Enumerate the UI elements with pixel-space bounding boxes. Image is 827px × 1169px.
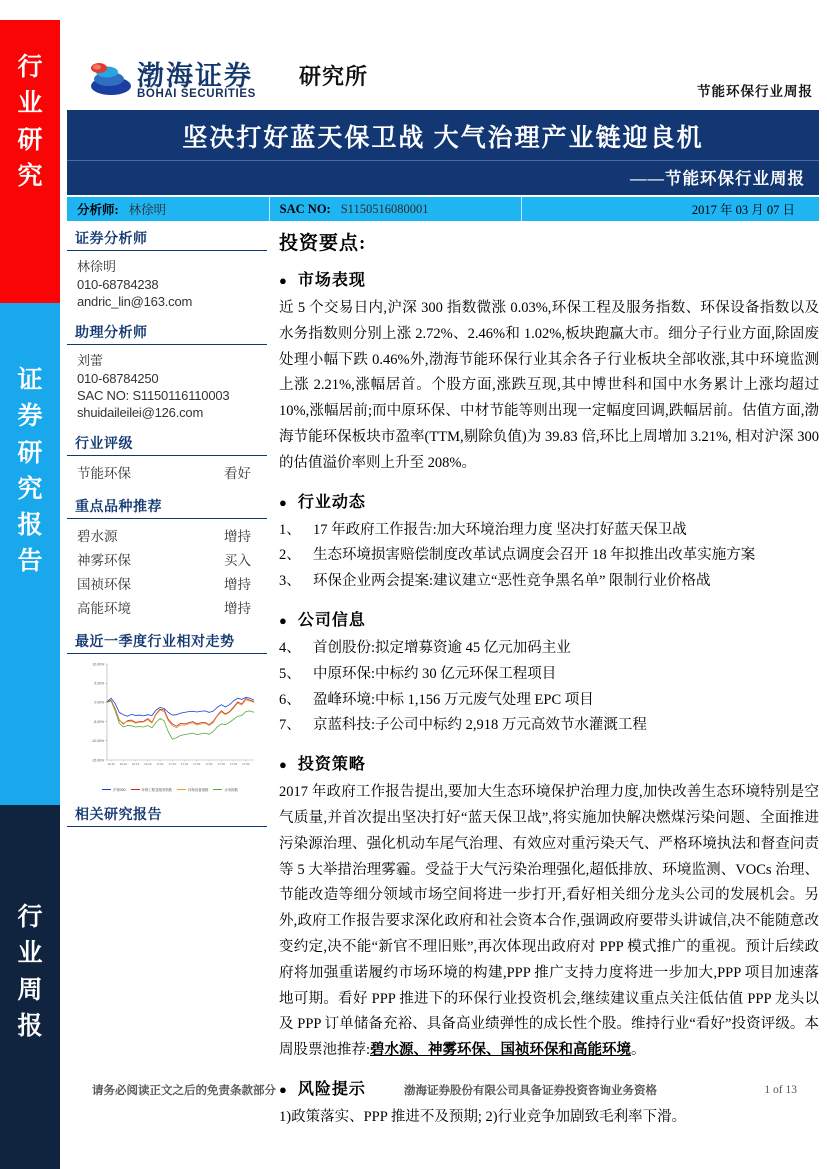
footer-disclaimer: 请务必阅读正文之后的免责条款部分 [92, 1085, 276, 1097]
section-heading-industry-news [279, 489, 819, 512]
strategy-lead-text: 2017 年政府工作报告提出,要加大生态环境保护治理力度,加快改善生态环境特别是空气质量,并首次提出坚决打好“蓝天保卫战”,将实施加快解决燃煤污染问题、全面推进污染源治理、强化机动车尾气治理、有效应对重污染天气、严格环境执法和督查问责等 5 大举措治理雾霾。受益于大气污染治理强化,超低排放、环境监测、VOCs 治理、节能改造等细分领域市场空间将进一步打开,看好相关细分龙头公司的发展机会。另外,政府工作报告要求深化政府和社会资本合作,强调政府要带头讲诚信,决不能随意改变约定,决不能“新官不理旧账”,再次体现出政府对 PPP 模式推广的重视。预计后续政府将加强重诺履约市场环境的构建,PPP 推广支持力度将进一步加大,PPP 项目加速落地可期。看好 PPP 推进下的环保行业投资机会,继续建议重点关注低估值 PPP 龙头以及 PPP 订单储备充裕、具备高业绩弹性的成长性个股。维持行业“看好”投资评级。本周股票池推荐: [279, 784, 819, 1059]
rail-char: 行 [17, 54, 43, 81]
list-item-text: 首创股份:拟定增募资逾 45 亿元加码主业 [313, 639, 571, 656]
list-item [279, 569, 819, 595]
pick-rating: 买入 [224, 553, 251, 568]
chart-plot-area [73, 658, 258, 786]
analyst-name: 林徐明 [77, 259, 117, 274]
pick-name: 神雾环保 [77, 553, 131, 568]
rating-row [67, 460, 267, 484]
svg-text:-5.00%: -5.00% [93, 719, 104, 724]
legend-item [177, 787, 208, 792]
header-report-type: 节能环保行业周报 [697, 84, 813, 99]
svg-text:-10.00%: -10.00% [91, 739, 104, 744]
legend-item [213, 787, 238, 792]
assistant-email: shuidaileilei@126.com [77, 405, 204, 420]
sidebar-heading-analyst: 证券分析师 [75, 232, 148, 247]
sidebar-rule-chart [67, 653, 267, 654]
sidebar-rule-analyst [67, 250, 267, 251]
chart-svg [73, 658, 258, 786]
brand-name-cn: 渤海证券 [137, 61, 253, 91]
section-heading-company-news [279, 607, 819, 630]
legend-swatch [177, 789, 186, 790]
report-title-block [67, 110, 819, 195]
list-item-number: 2、 [279, 547, 301, 564]
chart-series-line [107, 701, 254, 739]
analyst-phone: 010-68784238 [77, 277, 159, 292]
list-item-number: 3、 [279, 573, 301, 590]
list-item [279, 636, 819, 662]
analyst-value: 林徐明 [128, 203, 167, 217]
sidebar [67, 228, 267, 831]
rail-char: 告 [17, 548, 43, 576]
sidebar-section-analyst [67, 228, 267, 310]
section-heading-text: 公司信息 [297, 611, 366, 629]
pick-row [67, 523, 267, 547]
legend-swatch [102, 789, 111, 790]
legend-item [102, 787, 125, 792]
assistant-phone: 010-68784250 [77, 371, 159, 386]
list-item [279, 662, 819, 688]
svg-text:16-12: 16-12 [144, 762, 152, 767]
svg-text:17-01: 17-01 [180, 762, 189, 767]
bullet-icon: ● [279, 757, 288, 773]
sac-value: S1150516080001 [340, 201, 429, 216]
pick-name: 高能环境 [77, 601, 131, 616]
legend-label: 水务指数 [224, 788, 238, 792]
sidebar-section-chart [67, 631, 267, 792]
list-item-number: 6、 [279, 691, 301, 708]
pick-rating: 增持 [224, 601, 251, 616]
list-item [279, 518, 819, 544]
page-subtitle: ——节能环保行业周报 [630, 169, 805, 188]
chart-series-line [107, 697, 254, 716]
list-item-text: 环保企业两会提案:建议建立“恶性竞争黑名单” 限制行业价格战 [313, 573, 711, 590]
legend-label: 环保设备指数 [188, 788, 209, 792]
sidebar-heading-assistant: 助理分析师 [75, 326, 148, 341]
pick-row [67, 595, 267, 619]
legend-label: 沪深300 [113, 788, 126, 792]
sidebar-rule-picks [67, 518, 267, 519]
rail-text-industry-research [17, 50, 42, 195]
sidebar-heading-rating: 行业评级 [75, 437, 133, 452]
rail-char: 研 [17, 439, 43, 467]
section-heading-text: 行业动态 [297, 493, 366, 511]
svg-text:17-01: 17-01 [205, 762, 213, 767]
left-color-rail [0, 0, 60, 1169]
pick-name: 国祯环保 [77, 577, 131, 592]
meta-divider-2 [521, 197, 522, 221]
list-item [279, 713, 819, 739]
sidebar-section-picks [67, 496, 267, 619]
svg-text:16-12: 16-12 [131, 762, 140, 767]
svg-text:16-12: 16-12 [119, 762, 128, 767]
list-item-number: 7、 [279, 717, 301, 734]
list-item-text: 中原环保:中标约 30 亿元环保工程项目 [313, 665, 557, 682]
market-performance-paragraph: 近 5 个交易日内,沪深 300 指数微涨 0.03%,环保工程及服务指数、环保设备指数以及水务指数则分别上涨 2.72%、2.46%和 1.02%,板块跑赢大市。细分子行业方面,除固废处理小幅下跌 0.46%外,渤海节能环保行业其余各子行业板块全部收涨,其中环境监测上涨 2.21%,涨幅居首。个股方面,涨跌互现,其中博世科和国中水务累计上涨均超过 10%,涨幅居前;而中原环保、中材节能等则出现一定幅度回调,跌幅居前。估值方面,渤海节能环保板块市盈率(TTM,剔除负值)为 39.83 倍,环比上周增加 3.21%, 相对沪深 300 的估值溢价率则上升至 208%。 [279, 300, 819, 471]
footer-qualification: 渤海证券股份有限公司具备证券投资咨询业务资格 [404, 1085, 657, 1097]
spacer-2 [67, 421, 267, 433]
list-item [279, 543, 819, 569]
recommended-stocks: 碧水源、神雾环保、国祯环保和高能环境 [370, 1042, 632, 1059]
rail-char: 究 [17, 162, 43, 190]
sidebar-rule-rating [67, 455, 267, 456]
svg-text:0.00%: 0.00% [94, 700, 104, 705]
svg-text:10.00%: 10.00% [92, 662, 104, 667]
rail-char: 报 [17, 1012, 43, 1040]
sidebar-heading-related: 相关研究报告 [75, 808, 162, 823]
pick-row [67, 571, 267, 595]
main-content [279, 228, 819, 1133]
section-heading-text: 风险提示 [297, 1080, 366, 1098]
section-heading-text: 市场表现 [297, 272, 366, 289]
pick-rating: 增持 [224, 529, 251, 544]
legend-item [131, 787, 173, 792]
svg-text:17-02: 17-02 [242, 762, 250, 767]
rail-char: 券 [17, 403, 43, 431]
section-heading-market-performance [279, 267, 819, 290]
sac-label: SAC NO: [279, 201, 331, 216]
analyst-label: 分析师: [77, 203, 119, 217]
list-item-text: 17 年政府工作报告:加大环境治理力度 坚决打好蓝天保卫战 [313, 521, 687, 538]
brand-name-en: BOHAI SECURITIES [137, 88, 256, 100]
list-item-number: 5、 [279, 665, 301, 682]
rail-segment-industry-research [0, 20, 60, 303]
section-heading-investment-strategy [279, 751, 819, 774]
svg-text:-15.00%: -15.00% [91, 758, 104, 763]
list-item-text: 盈峰环境:中标 1,156 万元废气处理 EPC 项目 [313, 691, 594, 708]
report-date: 2017 年 03 月 07 日 [691, 203, 795, 217]
svg-text:5.00%: 5.00% [94, 681, 104, 686]
bullet-icon: ● [279, 494, 288, 510]
sidebar-section-related [67, 804, 267, 827]
sidebar-section-assistant [67, 322, 267, 421]
rail-char: 研 [17, 126, 43, 154]
svg-text:17-01: 17-01 [168, 762, 177, 767]
sidebar-heading-chart: 最近一季度行业相对走势 [75, 635, 235, 650]
relative-performance-chart [67, 658, 267, 792]
rail-text-securities-research-report [17, 363, 42, 581]
rating-industry: 节能环保 [77, 466, 131, 481]
svg-text:17-02: 17-02 [229, 762, 238, 767]
report-meta-bar [67, 197, 819, 221]
footer-page-number: 1 of 13 [764, 1084, 797, 1096]
spacer-5 [67, 792, 267, 804]
svg-text:16-12: 16-12 [107, 762, 115, 767]
spacer-4 [67, 619, 267, 631]
list-item [279, 688, 819, 714]
pick-name: 碧水源 [77, 529, 118, 544]
sidebar-section-rating [67, 433, 267, 484]
list-item-number: 1、 [279, 521, 301, 538]
list-item-text: 京蓝科技:子公司中标约 2,918 万元高效节水灌溉工程 [313, 717, 647, 734]
analyst-email: andric_lin@163.com [77, 294, 193, 309]
svg-text:17-01: 17-01 [156, 762, 164, 767]
rail-text-industry-weekly [17, 900, 42, 1045]
sidebar-rule-related [67, 826, 267, 827]
chart-legend [73, 787, 267, 792]
bullet-icon: ● [279, 1081, 288, 1097]
assistant-sac: SAC NO: S1150116110003 [77, 388, 230, 403]
section-heading-text: 投资策略 [297, 756, 366, 774]
legend-label: 环保工程及服务指数 [141, 788, 173, 792]
bohai-logo-icon [85, 56, 131, 102]
sidebar-rule-assistant [67, 344, 267, 345]
bullet-icon: ● [279, 273, 288, 288]
pick-rating: 增持 [224, 577, 251, 592]
report-page [60, 0, 827, 1169]
institute-name: 研究所 [299, 64, 369, 89]
key-points-title: 投资要点: [279, 233, 367, 254]
spacer-1 [67, 310, 267, 322]
legend-swatch [213, 789, 222, 790]
rail-char: 证 [17, 367, 43, 394]
rating-value: 看好 [224, 466, 251, 481]
legend-swatch [131, 789, 140, 790]
pick-row [67, 547, 267, 571]
brand-header [67, 52, 819, 110]
svg-text:17-01: 17-01 [193, 762, 201, 767]
risk-warning-paragraph: 1)政策落实、PPP 推进不及预期; 2)行业竞争加剧致毛利率下滑。 [279, 1108, 687, 1125]
rail-char: 究 [17, 475, 43, 503]
rail-char: 业 [17, 90, 43, 118]
page-footer [67, 1082, 819, 1098]
svg-text:17-02: 17-02 [217, 762, 226, 767]
rail-char: 业 [17, 940, 43, 968]
rail-char: 行 [17, 904, 43, 931]
rail-char: 报 [17, 512, 43, 539]
assistant-name: 刘蕾 [77, 353, 104, 368]
rail-segment-securities-research-report [0, 303, 60, 805]
investment-strategy-paragraph [279, 780, 819, 1064]
title-divider [67, 160, 819, 161]
list-item-text: 生态环境损害赔偿制度改革试点调度会召开 18 年拟推出改革实施方案 [313, 547, 756, 564]
spacer-3 [67, 484, 267, 496]
sidebar-heading-picks: 重点品种推荐 [75, 500, 162, 515]
page-title: 坚决打好蓝天保卫战 大气治理产业链迎良机 [182, 125, 704, 152]
rail-segment-industry-weekly [0, 805, 60, 1169]
list-item-number: 4、 [279, 639, 301, 656]
bullet-icon: ● [279, 612, 288, 628]
strategy-tail-text: 。 [631, 1042, 646, 1059]
rail-char: 周 [17, 976, 43, 1004]
